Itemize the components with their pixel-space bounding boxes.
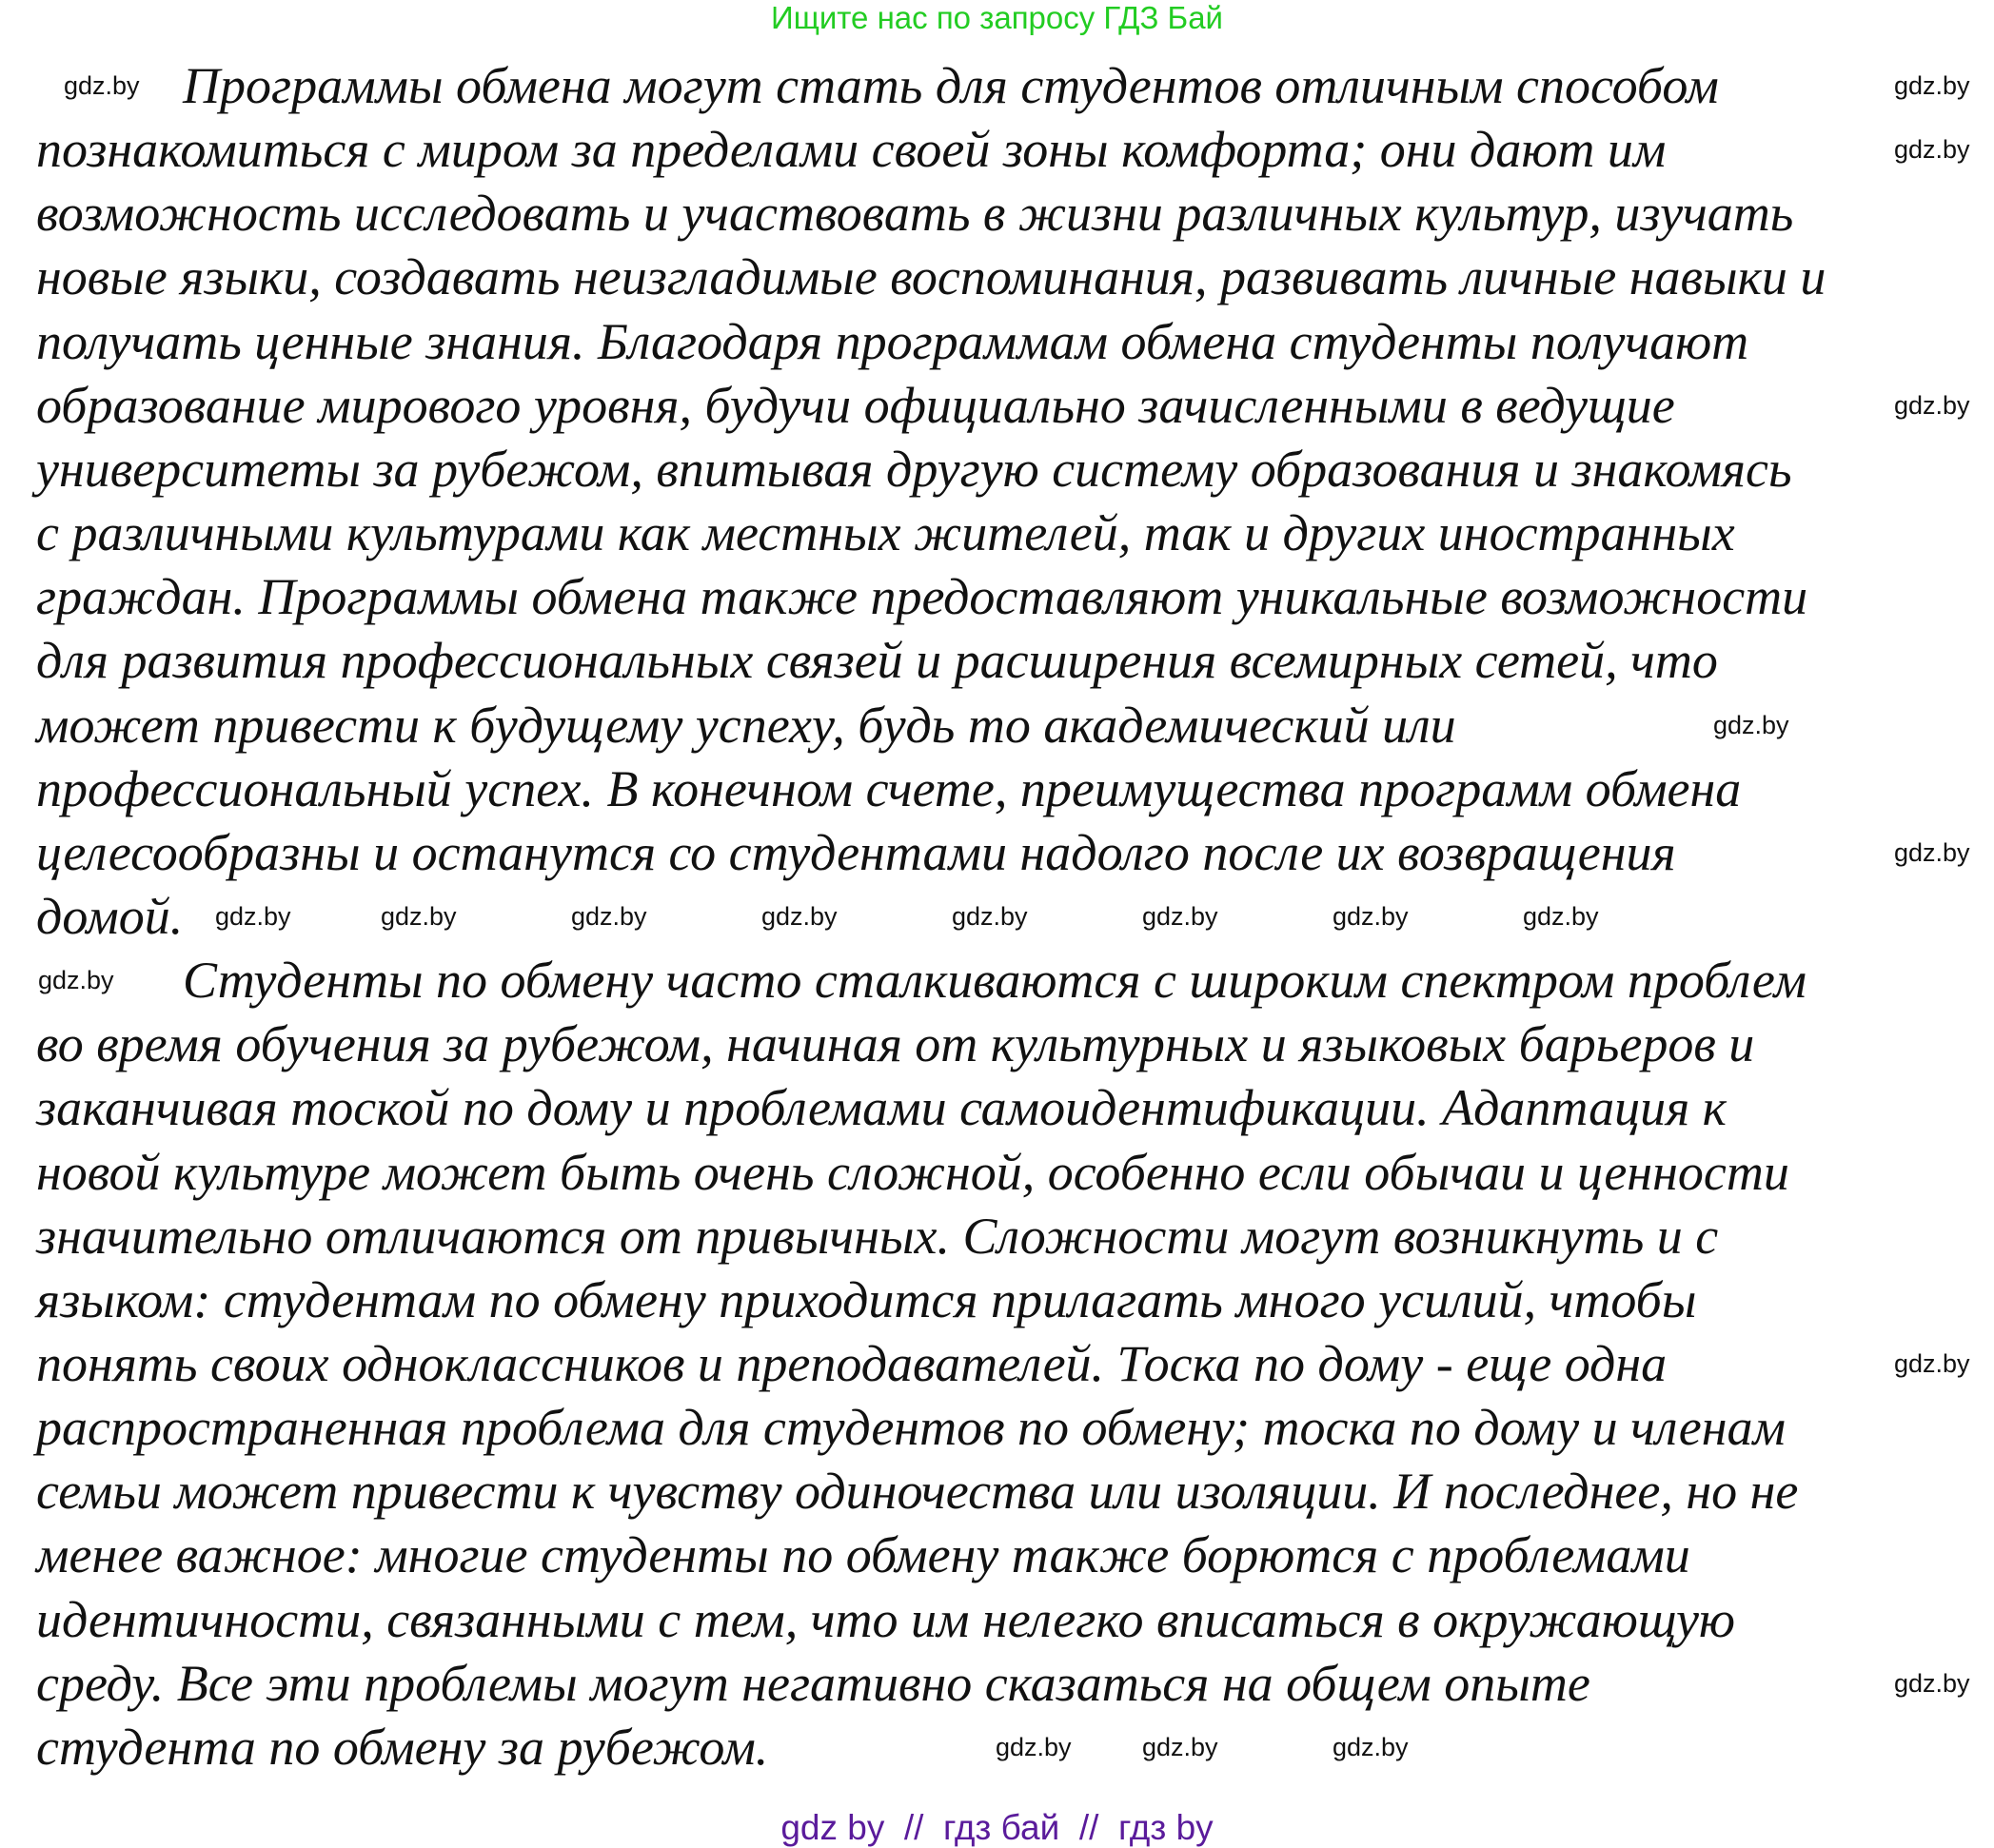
text-line: университеты за рубежом, впитывая другую систему образования и знакомясь	[36, 440, 1792, 498]
text-line: заканчивая тоской по дому и проблемами самоидентификации. Адаптация к	[36, 1079, 1727, 1137]
watermark: gdz.by	[1142, 902, 1218, 931]
text-line: с различными культурами как местных жителей, так и других иностранных	[36, 504, 1735, 562]
watermark: gdz.by	[996, 1733, 1072, 1761]
text-line: новые языки, создавать неизгладимые воспоминания, развивать личные навыки и	[36, 248, 1826, 306]
text-line: Студенты по обмену часто сталкиваются с широким спектром проблем	[183, 952, 1806, 1010]
watermark: gdz.by	[761, 902, 838, 931]
watermark: gdz.by	[1333, 902, 1409, 931]
watermark: gdz.by	[1894, 1669, 1970, 1698]
text-line: Программы обмена могут стать для студентов отличным способом	[183, 57, 1719, 114]
watermark: gdz.by	[1523, 902, 1599, 931]
watermark: gdz.by	[64, 71, 140, 100]
footer-links[interactable]: gdz by // гдз бай // гдз by	[780, 1808, 1214, 1847]
watermark: gdz.by	[215, 902, 291, 931]
text-line: семьи может привести к чувству одиночества или изоляции. И последнее, но не	[36, 1463, 1799, 1521]
watermark: gdz.by	[1713, 711, 1789, 739]
text-line: получать ценные знания. Благодаря программам обмена студенты получают	[36, 312, 1749, 370]
watermark: gdz.by	[38, 966, 114, 994]
text-line: познакомиться с миром за пределами своей зоны комфорта; они дают им	[36, 121, 1667, 179]
text-line: образование мирового уровня, будучи официально зачисленными в ведущие	[36, 376, 1675, 434]
text-line: менее важное: многие студенты по обмену также борются с проблемами	[36, 1526, 1690, 1584]
text-line: может привести к будущему успеху, будь то академический или	[36, 696, 1456, 754]
watermark: gdz.by	[1142, 1733, 1218, 1761]
text-line: целесообразны и останутся со студентами надолго после их возвращения	[36, 823, 1676, 881]
watermark: gdz.by	[1894, 838, 1970, 867]
text-line: среду. Все эти проблемы могут негативно сказаться на общем опыте	[36, 1654, 1590, 1712]
watermark: gdz.by	[381, 902, 457, 931]
text-line: во время обучения за рубежом, начиная от культурных и языковых барьеров и	[36, 1015, 1755, 1073]
text-line: возможность исследовать и участвовать в жизни различных культур, изучать	[36, 185, 1794, 243]
watermark: gdz.by	[952, 902, 1028, 931]
text-line: понять своих одноклассников и преподавателей. Тоска по дому - еще одна	[36, 1335, 1668, 1392]
watermark: gdz.by	[1894, 1349, 1970, 1378]
text-line: новой культуре может быть очень сложной, особенно если обычаи и ценности	[36, 1143, 1789, 1201]
watermark: gdz.by	[1894, 391, 1970, 420]
text-line: для развития профессиональных связей и расширения всемирных сетей, что	[36, 632, 1718, 690]
watermark: gdz.by	[571, 902, 647, 931]
text-line: домой.	[36, 887, 184, 945]
watermark: gdz.by	[1894, 71, 1970, 100]
search-hint-banner: Ищите нас по запросу ГДЗ Бай	[771, 0, 1223, 35]
text-line: студента по обмену за рубежом.	[36, 1718, 769, 1776]
text-line: идентичности, связанными с тем, что им нелегко вписаться в окружающую	[36, 1590, 1735, 1648]
text-line: языком: студентам по обмену приходится прилагать много усилий, чтобы	[36, 1270, 1697, 1328]
watermark: gdz.by	[1894, 135, 1970, 164]
text-line: профессиональный успех. В конечном счете, преимущества программ обмена	[36, 759, 1742, 817]
text-line: граждан. Программы обмена также предоставляют уникальные возможности	[36, 568, 1808, 626]
text-line: распространенная проблема для студентов по обмену; тоска по дому и членам	[36, 1399, 1786, 1457]
watermark: gdz.by	[1333, 1733, 1409, 1761]
text-line: значительно отличаются от привычных. Сложности могут возникнуть и с	[36, 1207, 1719, 1265]
